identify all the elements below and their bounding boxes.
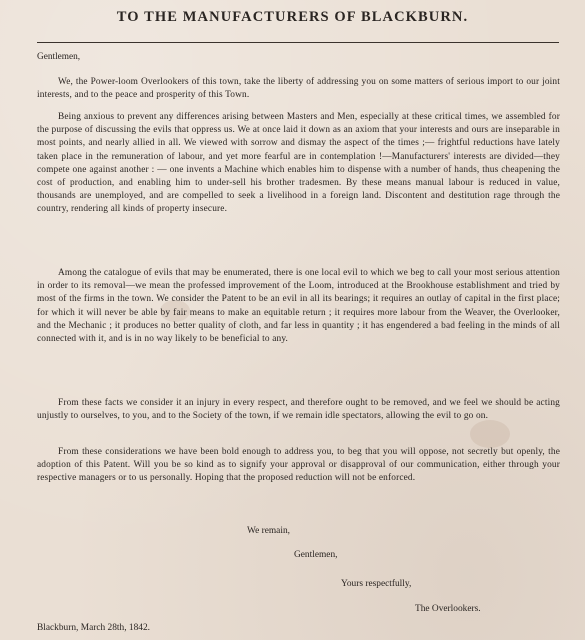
paragraph-2: Being anxious to prevent any differences arising between Masters and Men, especially at these critical times, we assembled for the purpose of discussing the evils that oppress us. We at once laid it down as an axiom that your interests and ours are inseparable in most points, and nearly allied in all. We viewed with sorrow and dismay the aspect of the times ;— frightful reductions have lately taken place in the remuneration of labour, and yet more fearful are in contemplation !—Manufacturers' interests are divided—they compete one against another : — one invents a Machine which enables him to dispense with a number of hands, thus cheapening the cost of production, and enabling him to under-sell his brother tradesmen. By these means manual labour is reduced in value, thousands are unemployed, and are compelled to seek a livelihood in a foreign land. Discontent and destitution rage through the country, rendering all kinds of property insecure. bbox=[37, 112, 560, 215]
salutation: Gentlemen, bbox=[37, 52, 81, 62]
place-date: Blackburn, March 28th, 1842. bbox=[37, 623, 150, 633]
paragraph-4: From these facts we consider it an injury in every respect, and therefore ought to be removed, and we feel we should be acting unjustly to ourselves, to you, and to the Society of the town, if we remain idle spectators, allowing the evil to go on. bbox=[37, 398, 560, 422]
paragraph-3: Among the catalogue of evils that may be enumerated, there is one local evil to which we beg to call your most serious attention in order to its removal—we mean the professed improvement of the Loom, introduced at the Brookhouse establishment and tried by most of the firms in the town. We consider the Patent to be an evil in all its bearings; it requires an outlay of capital in the first place; for which it will never be able by fair means to make an equitable return ; it requires more labour from the Weaver, the Overlooker, and the Mechanic ; it produces no better quality of cloth, and far less in quantity ; it has engendered a bad feeling in the minds of all connected with it, and is in no way likely to be beneficial to any. bbox=[37, 268, 560, 345]
paragraph-1: We, the Power-loom Overlookers of this town, take the liberty of addressing you on some matters of serious import to our joint interests, and to the peace and prosperity of this Town. bbox=[37, 77, 560, 101]
title-rule bbox=[37, 42, 559, 43]
paragraph-5: From these considerations we have been bold enough to address you, to beg that you will oppose, not secretly but openly, the adoption of this Patent. Will you be so kind as to signify your approval or disapproval of our communication, either through your respective managers or to us personally. Hoping that the proposed reduction will not be enforced. bbox=[37, 447, 560, 484]
signature: The Overlookers. bbox=[415, 604, 481, 614]
closing-line-2: Gentlemen, bbox=[294, 550, 338, 560]
paper-stain bbox=[470, 420, 510, 448]
document-title: TO THE MANUFACTURERS OF BLACKBURN. bbox=[116, 9, 469, 25]
closing-line-3: Yours respectfully, bbox=[341, 579, 412, 589]
closing-line-1: We remain, bbox=[247, 526, 290, 536]
